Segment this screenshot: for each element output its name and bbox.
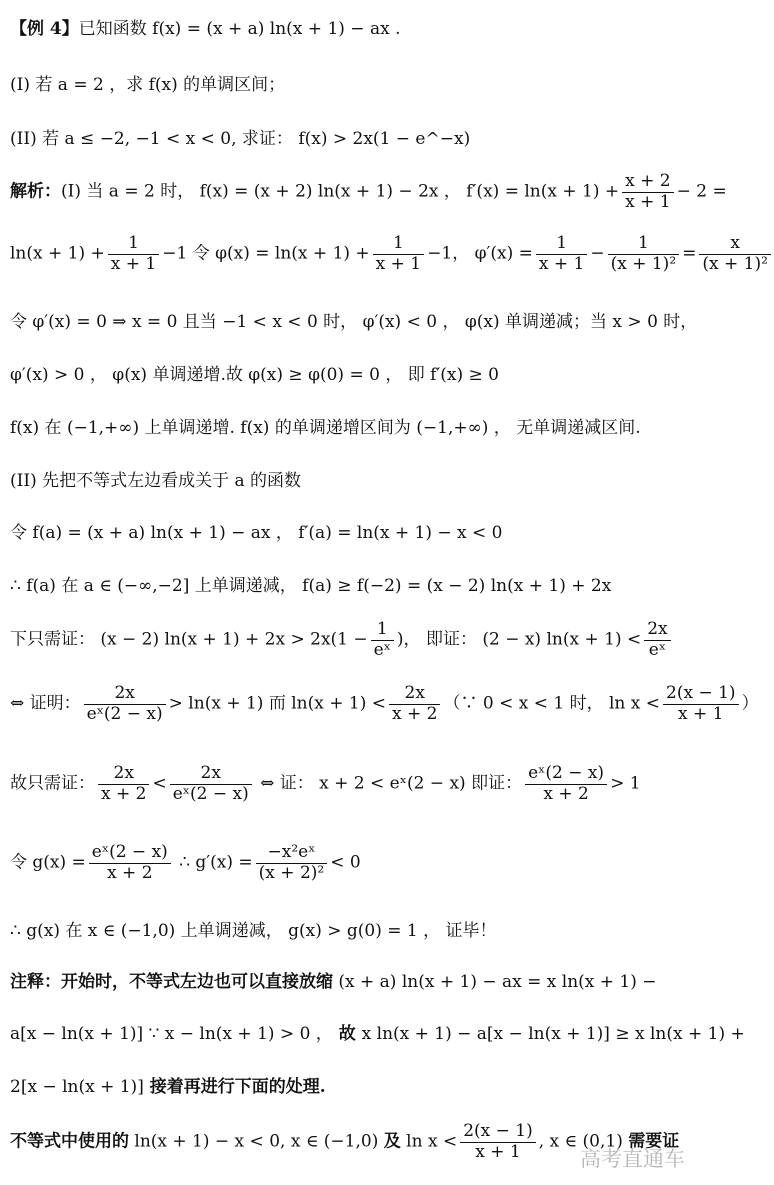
denominator: x + 2	[391, 703, 438, 724]
solution-line-3	[10, 313, 703, 332]
expr: a[x − ln(x + 1)] ∵ x − ln(x + 1) > 0 ，	[10, 1024, 333, 1045]
note-tag: 需要证	[628, 1131, 680, 1152]
note-line-2	[10, 1024, 745, 1045]
expr: 令 f(a) = (x + a) ln(x + 1) − ax ， f′(a) = ln(x + 1) − x < 0	[10, 523, 503, 544]
numerator: 2x	[84, 684, 166, 705]
numerator: 1	[373, 234, 424, 255]
expr: < 0	[330, 852, 361, 873]
numerator: 2(x − 1)	[460, 1122, 536, 1143]
numerator: 2x	[98, 764, 149, 785]
solution-line-11	[10, 764, 703, 804]
note-tag: 及	[383, 1131, 401, 1152]
fraction	[536, 234, 587, 274]
fraction	[608, 234, 680, 274]
numerator: 2x	[389, 684, 440, 705]
example-statement: 已知函数 f(x) = (x + a) ln(x + 1) − ax .	[78, 19, 401, 40]
expr: 下只需证： (x − 2) ln(x + 1) + 2x > 2x(1 −	[10, 629, 368, 650]
numerator: 1	[536, 234, 587, 255]
expr: 故只需证：	[10, 773, 95, 794]
denominator: eˣ(2 − x)	[172, 783, 249, 804]
numerator: 1	[108, 234, 159, 255]
denominator: x + 1	[625, 191, 671, 212]
solution-line-2	[10, 233, 768, 274]
example-title-line	[10, 20, 703, 39]
expr: −1 令 φ(x) = ln(x + 1) +	[162, 243, 370, 264]
denominator: x + 1	[375, 253, 422, 274]
expr: x ln(x + 1) − a[x − ln(x + 1)] ≥ x ln(x + 1) +	[361, 1024, 745, 1045]
numerator: 2x	[644, 620, 670, 641]
denominator: x + 2	[101, 783, 147, 804]
note-line-3	[10, 1078, 703, 1097]
fraction	[89, 843, 171, 883]
fraction	[98, 764, 149, 804]
expr: −	[590, 243, 605, 264]
solution-line-9	[10, 620, 703, 660]
denominator: x + 1	[475, 1141, 521, 1162]
solution-line-8	[10, 577, 703, 596]
denominator: (x + 1)²	[702, 253, 768, 274]
expr: > 1	[610, 773, 641, 794]
denominator: eˣ	[373, 639, 391, 660]
fraction	[170, 764, 252, 804]
numerator: x + 2	[622, 172, 673, 193]
expr: ⇔ 证： x + 2 < eˣ(2 − x) 即证：	[254, 773, 523, 794]
solution-line-5	[10, 419, 703, 438]
note-tag: 接着再进行下面的处理.	[143, 1077, 326, 1098]
note-tag: 注释：开始时，不等式左边也可以直接放缩	[10, 972, 333, 993]
denominator: x + 2	[543, 783, 589, 804]
expr: f(x) 在 (−1,+∞) 上单调递增. f(x) 的单调递增区间为 (−1,+∞) ， 无单调递减区间.	[10, 418, 641, 439]
denominator: x + 1	[110, 253, 157, 274]
expr: ∴ f(a) 在 a ∈ (−∞,−2] 上单调递减， f(a) ≥ f(−2) = (x − 2) ln(x + 1) + 2x	[10, 576, 612, 597]
fraction	[373, 234, 424, 274]
expr: ln(x + 1) +	[10, 243, 105, 264]
fraction	[460, 1122, 536, 1162]
numerator: 1	[371, 620, 394, 641]
numerator: 1	[608, 234, 680, 255]
solution-line-10	[10, 683, 759, 724]
fraction	[525, 764, 607, 804]
fraction	[389, 684, 440, 724]
solution-line-6	[10, 472, 703, 491]
solution-line-7	[10, 524, 703, 543]
fraction	[622, 172, 673, 212]
fraction	[256, 843, 328, 883]
denominator: eˣ(2 − x)	[86, 703, 163, 724]
numerator: x	[699, 234, 771, 255]
expr: ln(x + 1) − x < 0, x ∈ (−1,0)	[129, 1131, 384, 1152]
expr: =	[682, 243, 697, 264]
expr: (x + a) ln(x + 1) − ax = x ln(x + 1) −	[333, 972, 657, 993]
denominator: eˣ	[648, 639, 667, 660]
expr: φ′(x) > 0 ， φ(x) 单调递增.故 φ(x) ≥ φ(0) = 0 ， 即 f′(x) ≥ 0	[10, 365, 499, 386]
solution-tag: 解析：	[10, 181, 61, 202]
part-one-question	[10, 76, 703, 95]
fraction	[644, 620, 670, 660]
expr: （∵ 0 < x < 1 时， ln x <	[443, 693, 661, 714]
solution-line-4	[10, 366, 703, 385]
numerator: eˣ(2 − x)	[525, 764, 607, 785]
denominator: x + 1	[678, 703, 724, 724]
watermark: 高考直通车	[580, 1147, 685, 1171]
expr: )， 即证： (2 − x) ln(x + 1) <	[396, 629, 642, 650]
part-two-text: (II) 若 a ≤ −2, −1 < x < 0, 求证： f(x) > 2x(1 − e^−x)	[10, 129, 471, 150]
solution-line-13	[10, 922, 703, 941]
note-tag: 不等式中使用的	[10, 1131, 129, 1152]
expr: (II) 先把不等式左边看成关于 a 的函数	[10, 471, 302, 492]
solution-tail: − 2 =	[676, 181, 727, 202]
part-one-text: (I) 若 a = 2 ，求 f(x) 的单调区间；	[10, 75, 286, 96]
expr: 2[x − ln(x + 1)]	[10, 1077, 144, 1098]
numerator: −x²eˣ	[256, 843, 328, 864]
fraction	[699, 234, 771, 274]
expr: > ln(x + 1) 而 ln(x + 1) <	[168, 693, 386, 714]
example-tag: 【例 4】	[10, 19, 79, 40]
note-line-1	[10, 973, 703, 992]
expr: ∴ g′(x) =	[173, 852, 253, 873]
expr: ∴ g(x) 在 x ∈ (−1,0) 上单调递减， g(x) > g(0) = 1 ， 证毕！	[10, 921, 497, 942]
numerator: 2(x − 1)	[663, 684, 739, 705]
fraction	[84, 684, 166, 724]
expr: ）	[741, 693, 759, 714]
expr: <	[152, 773, 167, 794]
fraction	[371, 620, 394, 660]
solution-line-12	[10, 843, 703, 883]
expr: ln x <	[400, 1131, 458, 1152]
expr: −1， φ′(x) =	[427, 243, 533, 264]
denominator: (x + 2)²	[258, 862, 325, 883]
denominator: (x + 1)²	[610, 253, 677, 274]
expr: 令 φ′(x) = 0 ⇒ x = 0 且当 −1 < x < 0 时， φ′(x) < 0 ， φ(x) 单调递减；当 x > 0 时，	[10, 312, 698, 333]
expr: ⇔ 证明：	[10, 693, 81, 714]
solution-line-1	[10, 171, 727, 212]
fraction	[108, 234, 159, 274]
solution-text: (I) 当 a = 2 时， f(x) = (x + 2) ln(x + 1) − 2x ， f′(x) = ln(x + 1) +	[61, 181, 620, 202]
part-two-question	[10, 130, 703, 149]
expr: , x ∈ (0,1)	[538, 1131, 629, 1152]
note-tag: 故	[332, 1024, 362, 1045]
denominator: x + 1	[538, 253, 585, 274]
denominator: x + 2	[107, 862, 153, 883]
numerator: 2x	[170, 764, 252, 785]
numerator: eˣ(2 − x)	[89, 843, 171, 864]
expr: 令 g(x) =	[10, 852, 86, 873]
fraction	[663, 684, 739, 724]
